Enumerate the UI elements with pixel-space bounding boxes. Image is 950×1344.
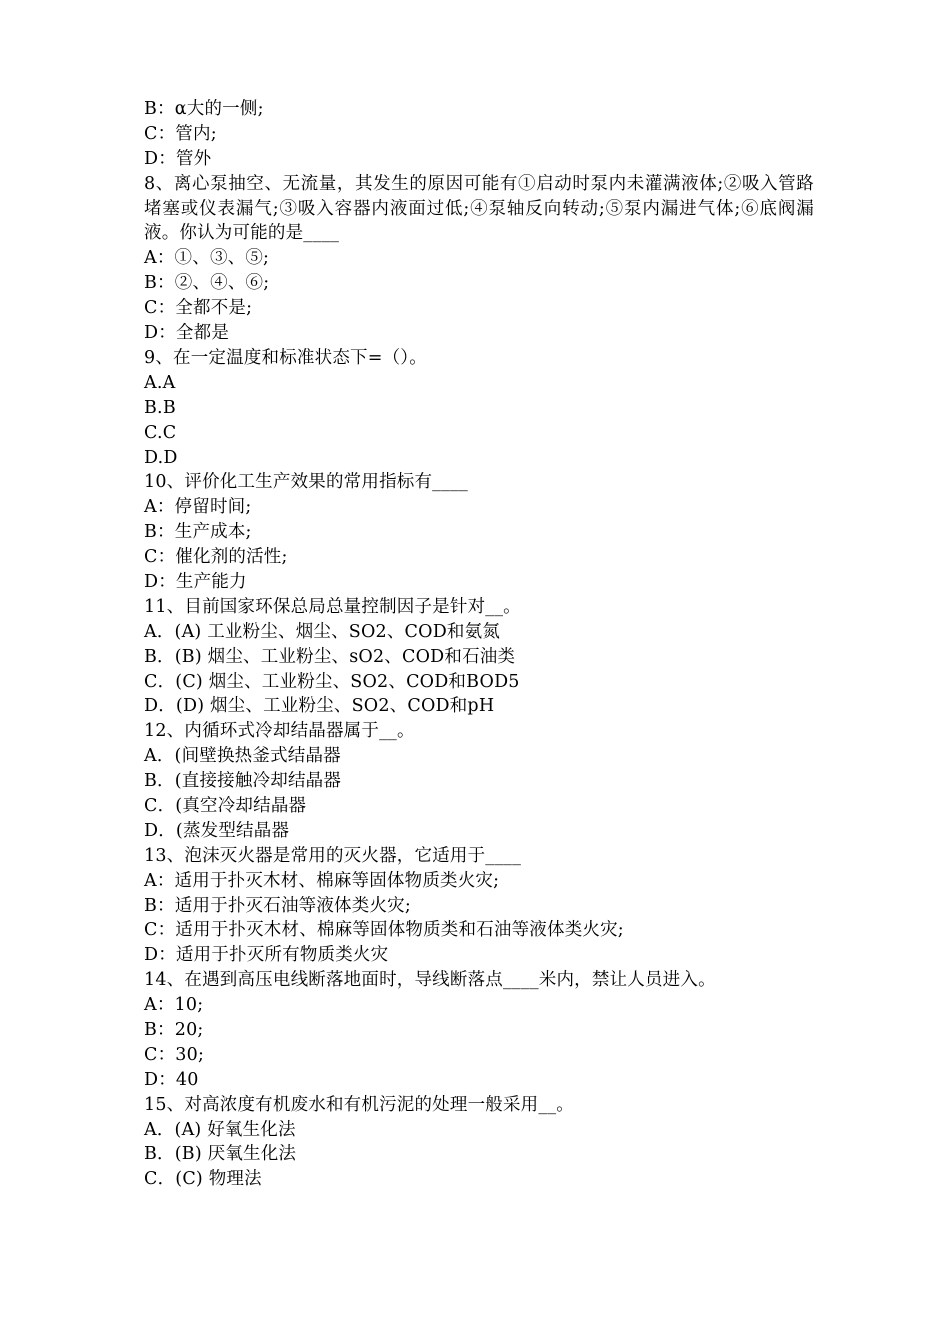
- question-10: 10、评价化工生产效果的常用指标有____: [144, 472, 468, 493]
- option-line: D：全都是: [144, 323, 230, 344]
- option-line: D．(蒸发型结晶器: [144, 820, 290, 841]
- document-body: [144, 97, 814, 1192]
- question-8: 8、离心泵抽空、无流量，其发生的原因可能有①启动时泵内未灌满液体;②吸入管路堵塞或仪表漏气;③吸入容器内液面过低;④泵轴反向转动;⑤泵内漏进气体;⑥底阀漏液。你认为可能的是____: [144, 173, 814, 244]
- option-line: B：②、④、⑥;: [144, 273, 270, 294]
- option-line: C：30;: [144, 1044, 205, 1065]
- question-12: 12、内循环式冷却结晶器属于__。: [144, 721, 415, 742]
- option-line: D：适用于扑灭所有物质类火灾: [144, 945, 389, 966]
- option-line: C.C: [144, 422, 177, 443]
- question-15: 15、对高浓度有机废水和有机污泥的处理一般采用__。: [144, 1094, 574, 1115]
- option-line: B：生产成本;: [144, 522, 252, 543]
- option-line: B．(B) 厌氧生化法: [144, 1144, 297, 1165]
- option-line: C．(C) 物理法: [144, 1169, 262, 1190]
- option-line: A．(A) 好氧生化法: [144, 1119, 296, 1140]
- question-14: 14、在遇到高压电线断落地面时，导线断落点____米内，禁让人员进入。: [144, 970, 716, 991]
- option-line: D：管外: [144, 148, 212, 169]
- option-line: C：催化剂的活性;: [144, 547, 288, 568]
- option-line: D.D: [144, 447, 178, 468]
- option-line: B：适用于扑灭石油等液体类火灾;: [144, 895, 411, 916]
- option-line: A．(间壁换热釜式结晶器: [144, 746, 341, 767]
- option-line: A：停留时间;: [144, 497, 252, 518]
- option-line: B．(B) 烟尘、工业粉尘、sO2、COD和石油类: [144, 646, 516, 667]
- option-line: D：40: [144, 1069, 199, 1090]
- option-line: C．(真空冷却结晶器: [144, 795, 307, 816]
- option-line: C：适用于扑灭木材、棉麻等固体物质类和石油等液体类火灾;: [144, 920, 624, 941]
- option-line: C：全都不是;: [144, 298, 253, 319]
- option-line: A：10;: [144, 995, 204, 1016]
- option-line: D：生产能力: [144, 571, 247, 592]
- question-11: 11、目前国家环保总局总量控制因子是针对__。: [144, 596, 521, 617]
- option-line: B.B: [144, 397, 176, 418]
- option-line: B：20;: [144, 1020, 204, 1040]
- option-line: D．(D) 烟尘、工业粉尘、SO2、COD和pH: [144, 696, 495, 717]
- option-line: C．(C) 烟尘、工业粉尘、SO2、COD和BOD5: [144, 671, 520, 692]
- question-9: 9、在一定温度和标准状态下=（）。: [144, 347, 427, 368]
- option-line: A．(A) 工业粉尘、烟尘、SO2、COD和氨氮: [144, 621, 501, 642]
- option-line: A：①、③、⑤;: [144, 248, 270, 269]
- option-line: C：管内;: [144, 123, 217, 144]
- option-line: A.A: [144, 372, 176, 393]
- option-line: A：适用于扑灭木材、棉麻等固体物质类火灾;: [144, 870, 500, 891]
- option-line: B．(直接接触冷却结晶器: [144, 771, 342, 792]
- option-line: B：α大的一侧;: [144, 99, 264, 119]
- question-13: 13、泡沫灭火器是常用的灭火器，它适用于____: [144, 845, 522, 866]
